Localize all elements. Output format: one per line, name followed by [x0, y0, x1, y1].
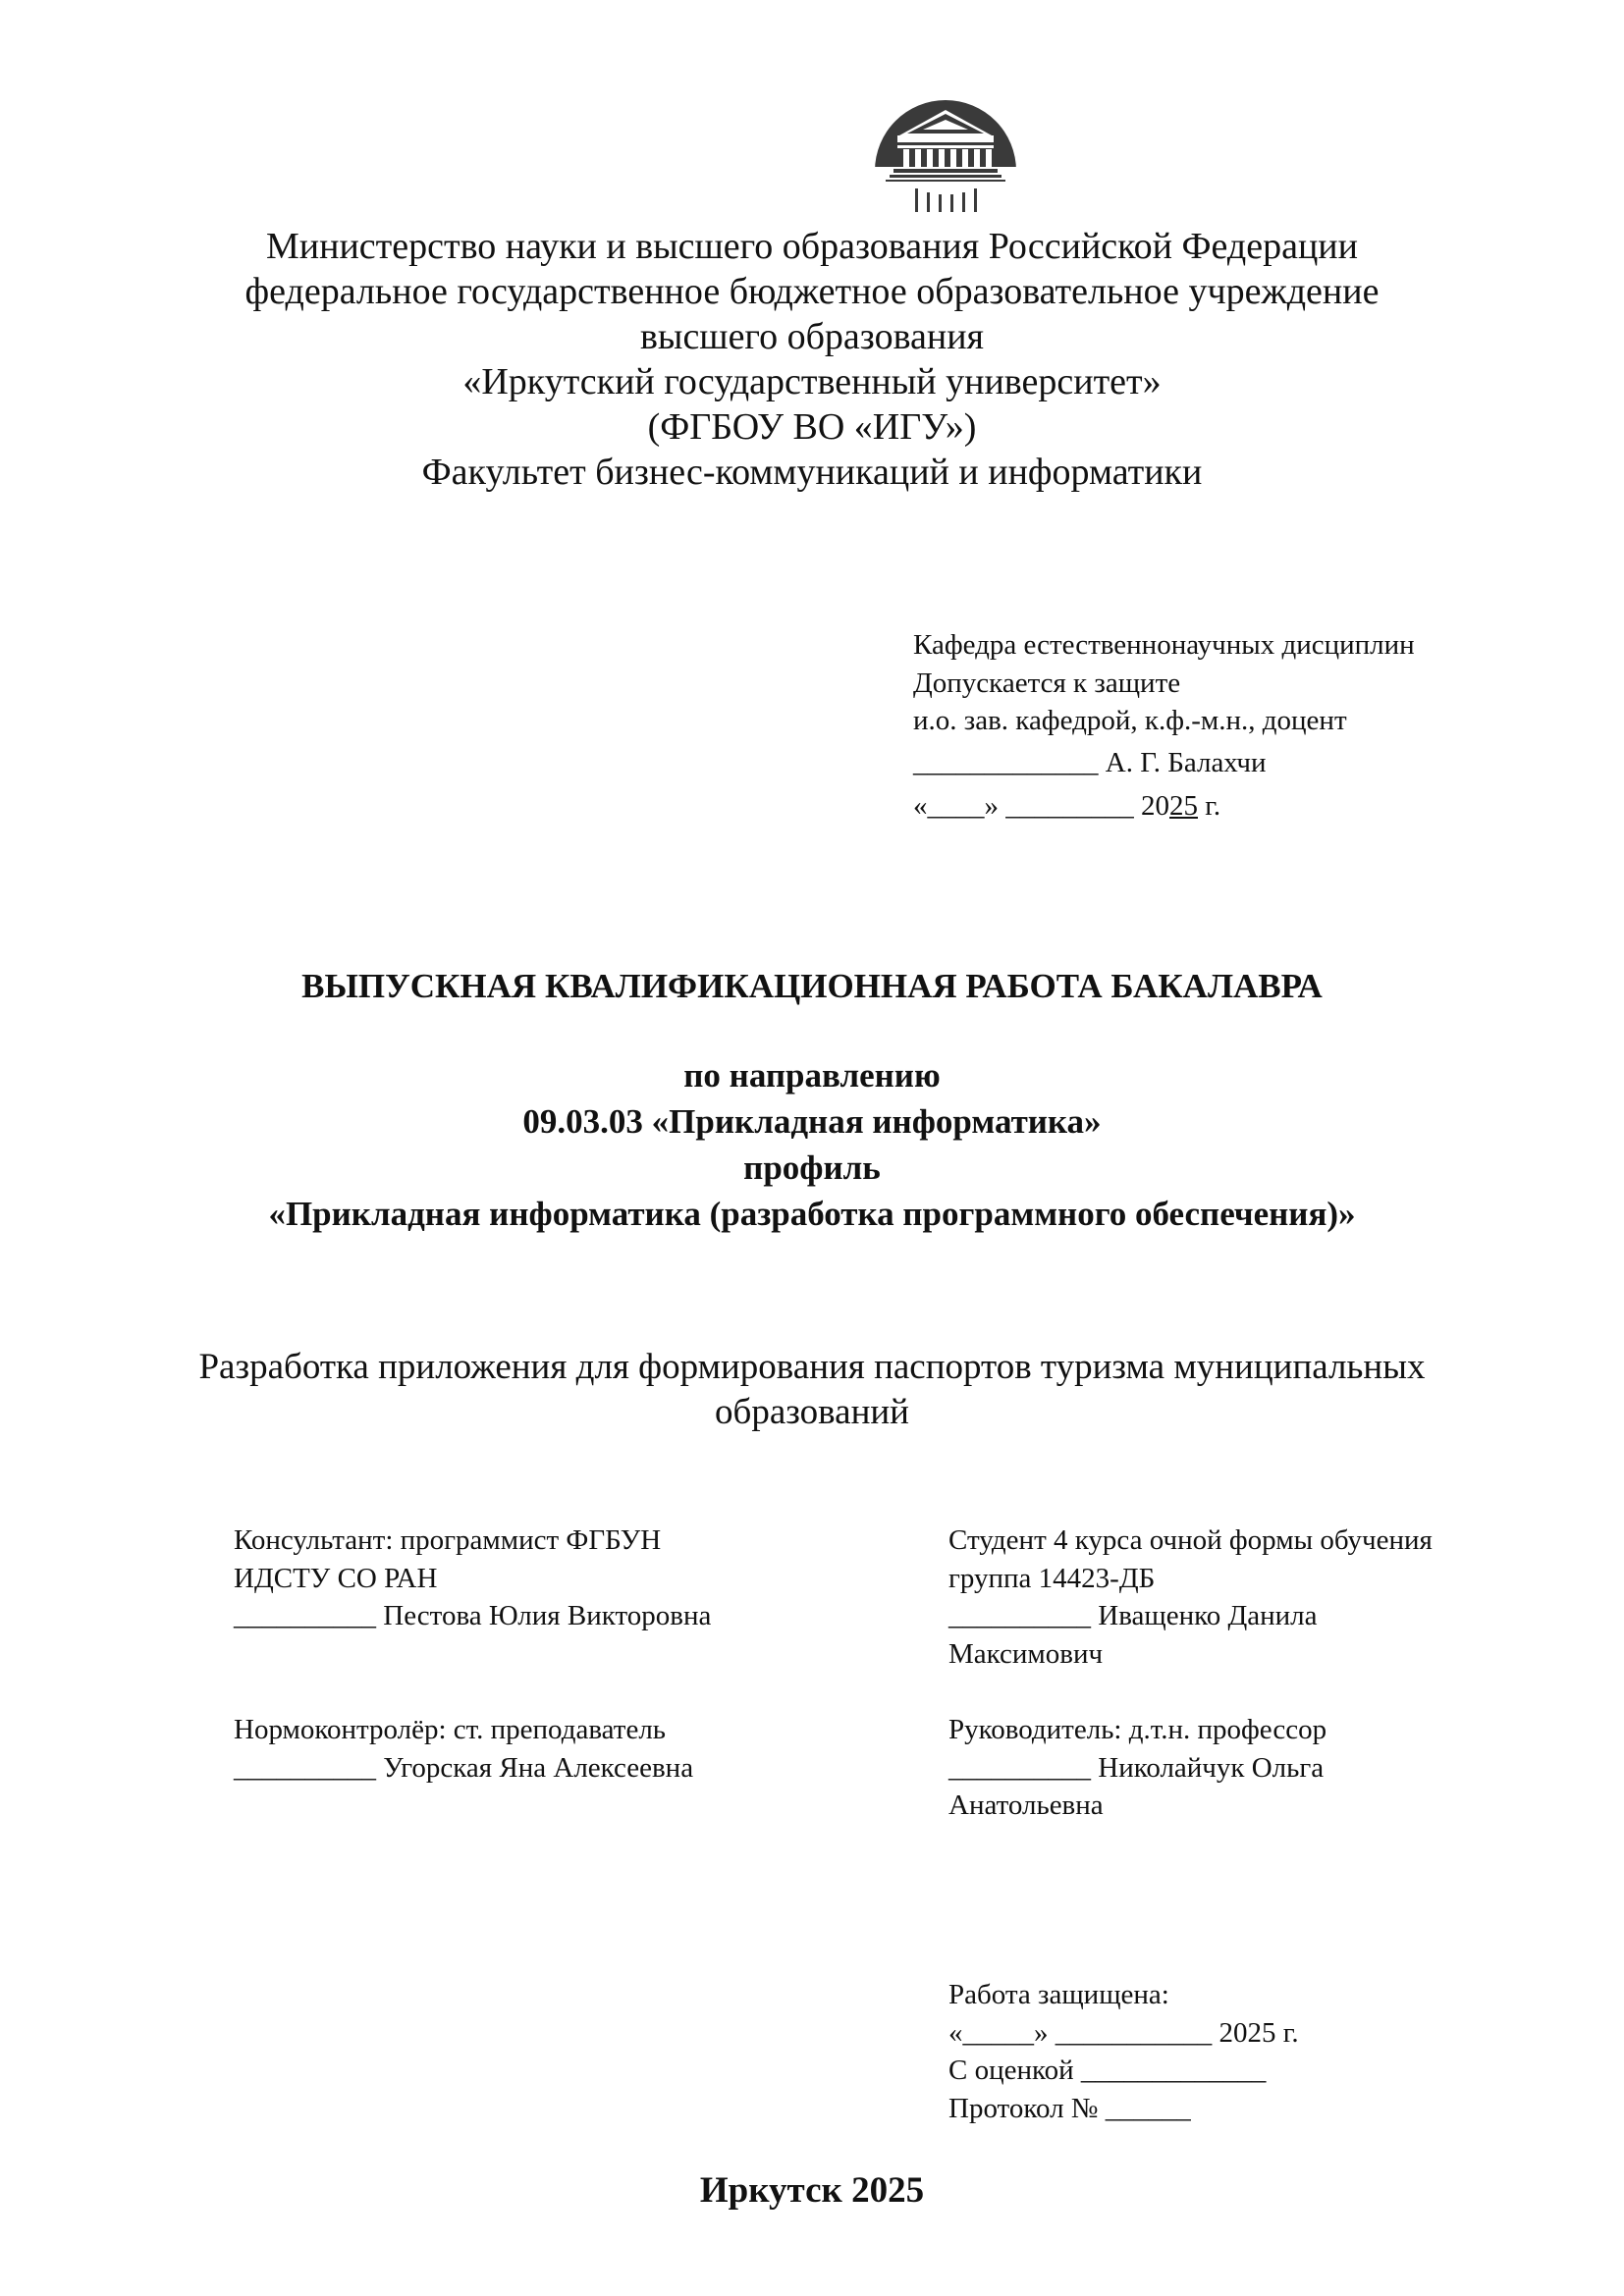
admitted-text: Допускается к защите — [913, 667, 1181, 699]
defense-block — [948, 1976, 1538, 2127]
defense-protocol: Протокол № ______ — [948, 2092, 1191, 2124]
ministry-line: Министерство науки и высшего образования Российской Федерации — [266, 226, 1358, 267]
defense-status: Работа защищена: — [948, 1979, 1169, 2010]
date-year-underlined: 25 — [1169, 790, 1198, 822]
direction-code: 09.03.03 «Прикладная информатика» — [522, 1102, 1102, 1141]
normcontrol-signature: __________ Угорская Яна Алексеевна — [234, 1751, 694, 1784]
normcontrol-block — [234, 1711, 823, 1787]
consultant-block — [234, 1522, 823, 1635]
student-group: группа 14423-ДБ — [948, 1562, 1156, 1594]
defense-date: «_____» ___________ 2025 г. — [948, 2016, 1299, 2049]
work-title: ВЫПУСКНАЯ КВАЛИФИКАЦИОННАЯ РАБОТА БАКАЛАВРА — [301, 967, 1323, 1005]
education-level-line: высшего образования — [639, 316, 985, 357]
approval-date: «____» _________ 2025 г. — [913, 790, 1221, 822]
head-position: и.о. зав. кафедрой, к.ф.-м.н., доцент — [913, 705, 1347, 736]
supervisor-block — [948, 1711, 1538, 1825]
university-abbr: (ФГБОУ ВО «ИГУ») — [647, 406, 977, 448]
city-year: Иркутск 2025 — [699, 2170, 925, 2211]
institution-type-line: федеральное государственное бюджетное образовательное учреждение — [244, 271, 1380, 312]
university-name: «Иркутский государственный университет» — [462, 361, 1162, 402]
approval-block — [913, 626, 1415, 826]
university-logo — [872, 96, 1019, 216]
consultant-title: Консультант: программист ФГБУН — [234, 1524, 662, 1556]
defense-grade: С оценкой _____________ — [948, 2055, 1267, 2086]
student-patronymic: Максимович — [948, 1637, 1104, 1670]
student-block — [948, 1522, 1538, 1673]
profile-label: профиль — [743, 1148, 881, 1187]
department-name: Кафедра естественнонаучных дисциплин — [913, 629, 1415, 661]
head-signature-line: _____________ А. Г. Балахчи — [913, 746, 1267, 778]
consultant-org: ИДСТУ СО РАН — [234, 1562, 438, 1594]
normcontrol-title: Нормоконтролёр: ст. преподаватель — [234, 1714, 667, 1745]
faculty-name: Факультет бизнес-коммуникаций и информатики — [421, 452, 1203, 493]
direction-label: по направлению — [683, 1056, 941, 1095]
supervisor-patronymic: Анатольевна — [948, 1789, 1104, 1821]
consultant-signature: __________ Пестова Юлия Викторовна — [234, 1600, 712, 1631]
student-title: Студент 4 курса очной формы обучения — [948, 1524, 1433, 1556]
supervisor-title: Руководитель: д.т.н. профессор — [948, 1714, 1327, 1745]
topic-line-1: Разработка приложения для формирования паспортов туризма муниципальных — [198, 1347, 1426, 1387]
supervisor-signature: __________ Николайчук Ольга — [948, 1751, 1325, 1784]
topic-line-2: образований — [715, 1392, 909, 1432]
profile-name: «Прикладная информатика (разработка программного обеспечения)» — [268, 1195, 1356, 1233]
student-signature: __________ Иващенко Данила — [948, 1600, 1318, 1631]
